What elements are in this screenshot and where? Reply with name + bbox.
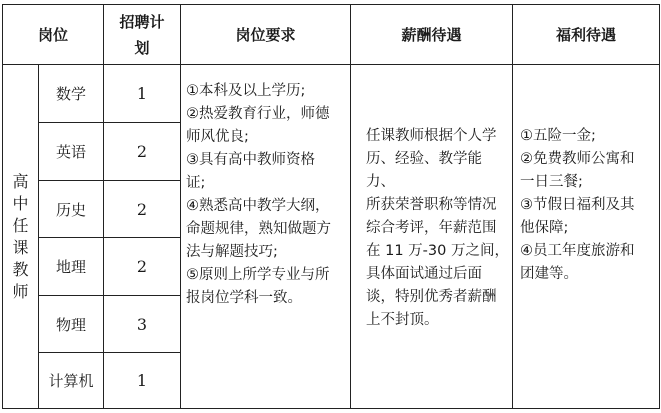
subject-name: 物理	[55, 315, 86, 334]
header-salary: 薪酬待遇	[401, 26, 462, 44]
header-position: 岗位	[37, 26, 68, 44]
subject-count: 1	[136, 371, 148, 390]
subject-name: 计算机	[48, 372, 94, 390]
subject-count: 2	[136, 257, 148, 276]
salary-line: 上不封顶。	[366, 312, 439, 328]
benefit-line: ③节假日福利及其	[520, 197, 635, 213]
benefit-line: 一日三餐;	[520, 174, 583, 190]
benefit-line: ①五险一金;	[520, 128, 596, 144]
benefit-line: ④员工年度旅游和	[520, 243, 635, 259]
col-divider-salary	[512, 4, 513, 409]
role-label: 高中任课教师	[12, 171, 29, 301]
subject-count: 2	[136, 199, 148, 219]
role-cell	[3, 65, 38, 408]
requirement-line: 师风优良;	[186, 129, 249, 145]
requirement-line: ⑤原则上所学专业与所	[186, 267, 330, 283]
salary-line: 所获荣誉职称等情况	[366, 197, 497, 213]
requirement-line: 报岗位学科一致。	[186, 290, 302, 306]
subject-count: 1	[136, 84, 148, 103]
benefit-line: ②免费教师公寓和	[520, 151, 635, 167]
requirement-line: ③具有高中教师资格	[186, 152, 315, 168]
subject-name: 英语	[55, 143, 86, 161]
salary-line: 谈，特别优秀者薪酬	[366, 289, 497, 305]
header-plan	[104, 5, 180, 64]
benefits-text	[520, 125, 657, 286]
salary-line: 综合考评，年薪范围	[366, 220, 497, 236]
subject-name: 数学	[55, 85, 86, 103]
requirement-line: ②热爱教育行业，师德	[186, 106, 330, 122]
requirement-line: ①本科及以上学历;	[186, 83, 306, 99]
requirement-line: 命题规律，熟知做题方	[186, 221, 331, 237]
subject-name: 历史	[55, 200, 86, 219]
salary-line: 历、经验、教学能力、	[366, 151, 482, 190]
col-divider-plan	[180, 4, 181, 409]
subject-name: 地理	[55, 258, 86, 276]
requirements-text	[186, 80, 348, 310]
subject-count: 2	[136, 142, 148, 161]
table-border-bottom	[2, 408, 660, 409]
salary-line: 任课教师根据个人学	[366, 128, 497, 144]
salary-text	[366, 125, 510, 332]
header-benefits: 福利待遇	[555, 26, 616, 44]
col-divider-requirements	[350, 4, 351, 409]
benefit-line: 他保障;	[520, 220, 569, 236]
salary-line: 在 11 万-30 万之间，	[366, 243, 509, 259]
salary-line: 具体面试通过后面	[366, 266, 482, 282]
subject-count: 3	[136, 314, 148, 334]
header-requirements: 岗位要求	[235, 26, 296, 44]
table-border-right	[659, 4, 660, 409]
requirement-line: 法与解题技巧;	[186, 244, 278, 260]
requirement-line: 证;	[186, 175, 206, 191]
header-plan-line2: 划	[134, 38, 150, 57]
header-plan-line1: 招聘计	[119, 12, 165, 31]
benefit-line: 团建等。	[520, 266, 578, 282]
requirement-line: ④熟悉高中教学大纲，	[186, 198, 330, 214]
